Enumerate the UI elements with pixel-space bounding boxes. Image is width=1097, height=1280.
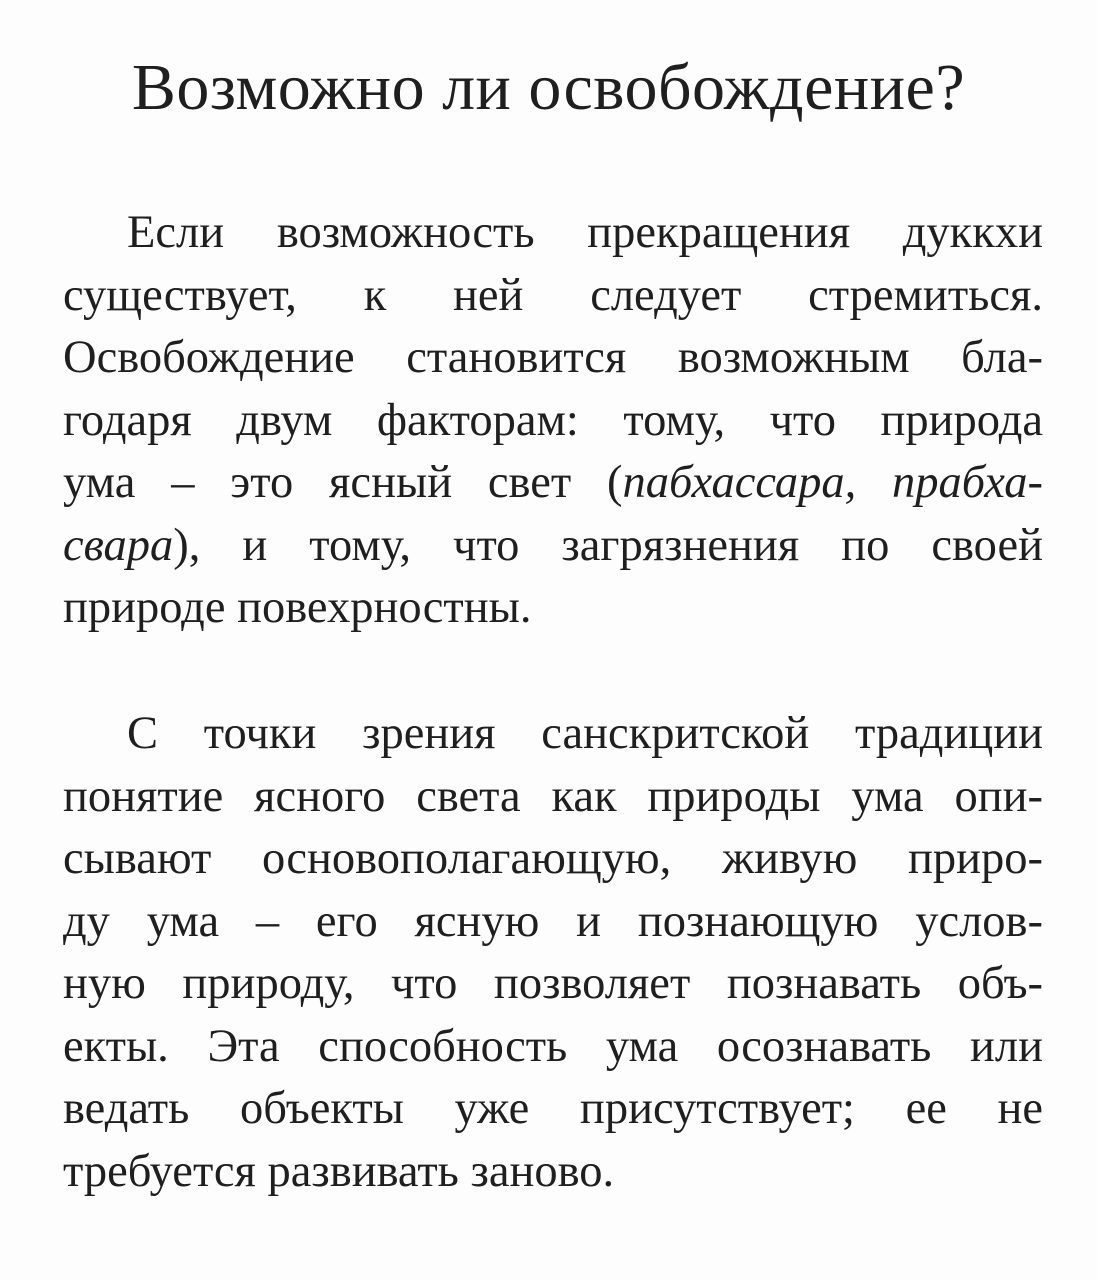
text-line: требуется развивать заново. [63, 1145, 615, 1197]
text-line: ведать объекты уже присутствует; ее не [63, 1083, 1043, 1134]
text-line: годаря двум факторам: тому, что природа [63, 394, 1043, 446]
text-line: Если возможность прекращения дуккхи [127, 207, 1043, 258]
text-line: понятие ясного света как природы ума опи- [63, 770, 1043, 822]
text-fragment: ума – это ясный свет ( [63, 457, 623, 508]
text-line: екты. Эта способность ума осознавать или [63, 1020, 1043, 1072]
text-line: сывают основополагающую, живую приро- [63, 833, 1043, 884]
text-line: Освобождение становится возможным бла- [63, 332, 1043, 383]
paragraph-2 [63, 703, 1043, 1203]
text-line: С точки зрения санскритской традиции [127, 708, 1043, 759]
text-line [63, 515, 1043, 578]
text-line: ную природу, что позволяет познавать объ- [63, 958, 1043, 1009]
text-fragment: ), и тому, что загрязнения по своей [173, 519, 1043, 571]
paragraph-1 [63, 202, 1043, 640]
text-line: ду ума – его ясную и познающую услов- [63, 895, 1043, 947]
page-title: Возможно ли освобождение? [131, 51, 966, 124]
italic-term: свара [63, 519, 174, 571]
text-line [63, 452, 1043, 515]
text-line: существует, к ней следует стремиться. [63, 269, 1043, 321]
text-line: природе повехрностны. [63, 582, 532, 633]
italic-term: пабхассара, прабха- [622, 457, 1043, 508]
